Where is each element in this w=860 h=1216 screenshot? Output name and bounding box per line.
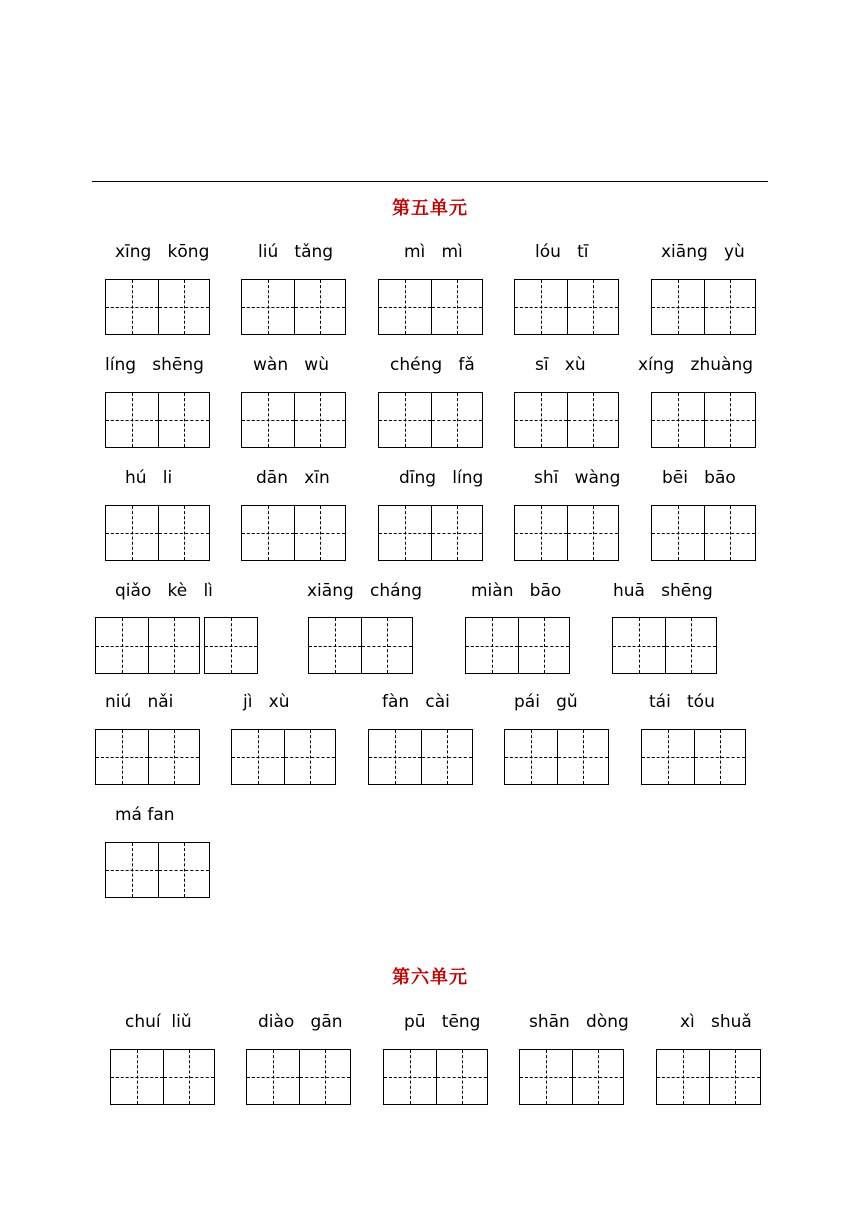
writing-grid-louti[interactable] [514,279,619,335]
writing-grid-shandong[interactable] [519,1049,624,1105]
pinyin-huasheng: huā shēng [613,581,713,601]
pinyin-louti: lóu tī [535,242,589,262]
pinyin-sixu: sī xù [535,355,586,375]
pinyin-wanwu: wàn wù [253,355,329,375]
pinyin-puteng: pū tēng [404,1012,481,1032]
pinyin-mimi: mì mì [404,242,463,262]
pinyin-fancai: fàn cài [382,692,450,712]
pinyin-chengfa: chéng fǎ [390,355,475,375]
writing-grid-qiaokeli-ab[interactable] [95,617,200,674]
pinyin-shandong: shān dòng [529,1012,629,1032]
pinyin-xiangyu: xiāng yù [661,242,745,262]
writing-grid-dingling[interactable] [378,505,483,561]
writing-grid-fancai[interactable] [368,729,473,785]
writing-grid-xingkong[interactable] [105,279,210,335]
writing-grid-liutang[interactable] [241,279,346,335]
writing-grid-sixu[interactable] [514,392,619,448]
writing-grid-mafan[interactable] [105,842,210,898]
pinyin-danxin: dān xīn [256,468,330,488]
writing-grid-puteng[interactable] [383,1049,488,1105]
writing-grid-chuiliu[interactable] [110,1049,215,1105]
writing-grid-wanwu[interactable] [241,392,346,448]
writing-grid-jixu[interactable] [231,729,336,785]
writing-grid-mianbao[interactable] [465,617,570,674]
writing-grid-niunai[interactable] [95,729,200,785]
pinyin-diaogan: diào gān [258,1012,343,1032]
pinyin-lingsheng: líng shēng [105,355,204,375]
pinyin-chuiliu: chuí liǔ [125,1012,192,1032]
writing-grid-lingsheng[interactable] [105,392,210,448]
writing-grid-huli[interactable] [105,505,210,561]
pinyin-shiwang: shī wàng [534,468,621,488]
section-5-title: 第五单元 [392,198,468,219]
writing-grid-qiaokeli-c[interactable] [204,617,258,674]
writing-grid-huasheng[interactable] [612,617,717,674]
writing-grid-shiwang[interactable] [514,505,619,561]
pinyin-mafan: má fan [115,805,175,825]
writing-grid-xiangchang[interactable] [308,617,413,674]
pinyin-jixu: jì xù [243,692,290,712]
pinyin-niunai: niú nǎi [105,692,174,712]
pinyin-liutang: liú tǎng [258,242,334,262]
writing-grid-taitou[interactable] [641,729,746,785]
pinyin-xiangchang: xiāng cháng [307,581,423,601]
writing-grid-xishua[interactable] [656,1049,761,1105]
pinyin-beibao: bēi bāo [662,468,736,488]
writing-grid-paigu[interactable] [504,729,609,785]
pinyin-qiaokeli: qiǎo kè lì [115,581,213,601]
pinyin-xishua: xì shuǎ [680,1012,752,1032]
writing-grid-diaogan[interactable] [246,1049,351,1105]
writing-grid-beibao[interactable] [651,505,756,561]
section-6-title: 第六单元 [392,967,468,988]
pinyin-dingling: dīng líng [399,468,484,488]
pinyin-taitou: tái tóu [649,692,715,712]
top-rule [92,181,768,182]
pinyin-xingkong: xīng kōng [115,242,210,262]
pinyin-xingzhuang: xíng zhuàng [638,355,754,375]
writing-grid-mimi[interactable] [378,279,483,335]
writing-grid-xingzhuang[interactable] [651,392,756,448]
pinyin-mianbao: miàn bāo [471,581,562,601]
writing-grid-danxin[interactable] [241,505,346,561]
pinyin-paigu: pái gǔ [514,692,578,712]
pinyin-huli: hú li [125,468,173,488]
writing-grid-xiangyu[interactable] [651,279,756,335]
writing-grid-chengfa[interactable] [378,392,483,448]
